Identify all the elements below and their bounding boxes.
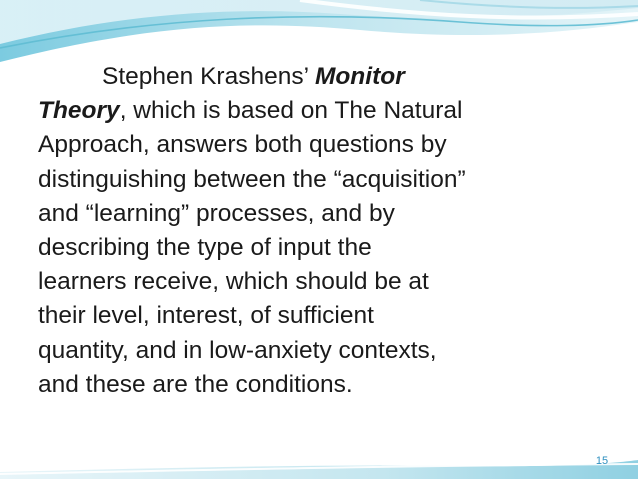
text-line: their level, interest, of sufficient [38,302,374,330]
text-line: Approach, answers both questions by [38,131,447,159]
text-line: quantity, and in low-anxiety contexts, [38,336,437,364]
text-line: and “learning” processes, and by [38,199,395,227]
text-line [38,60,618,94]
text-line: distinguishing between the “acquisition” [38,165,466,193]
text-line [38,94,618,128]
text-line: learners receive, which should be at [38,268,429,296]
text-segment: , which is based on The Natural [119,97,463,125]
text-segment: Stephen Krashens’ [102,63,315,90]
emphasized-term: Monitor [314,63,405,90]
slide-body-text [38,60,618,402]
text-line: describing the type of input the [38,234,372,262]
text-line: and these are the conditions. [38,370,353,398]
emphasized-term: Theory [38,97,120,125]
footer-wave-decoration [0,458,638,479]
page-number: 15 [595,455,609,467]
